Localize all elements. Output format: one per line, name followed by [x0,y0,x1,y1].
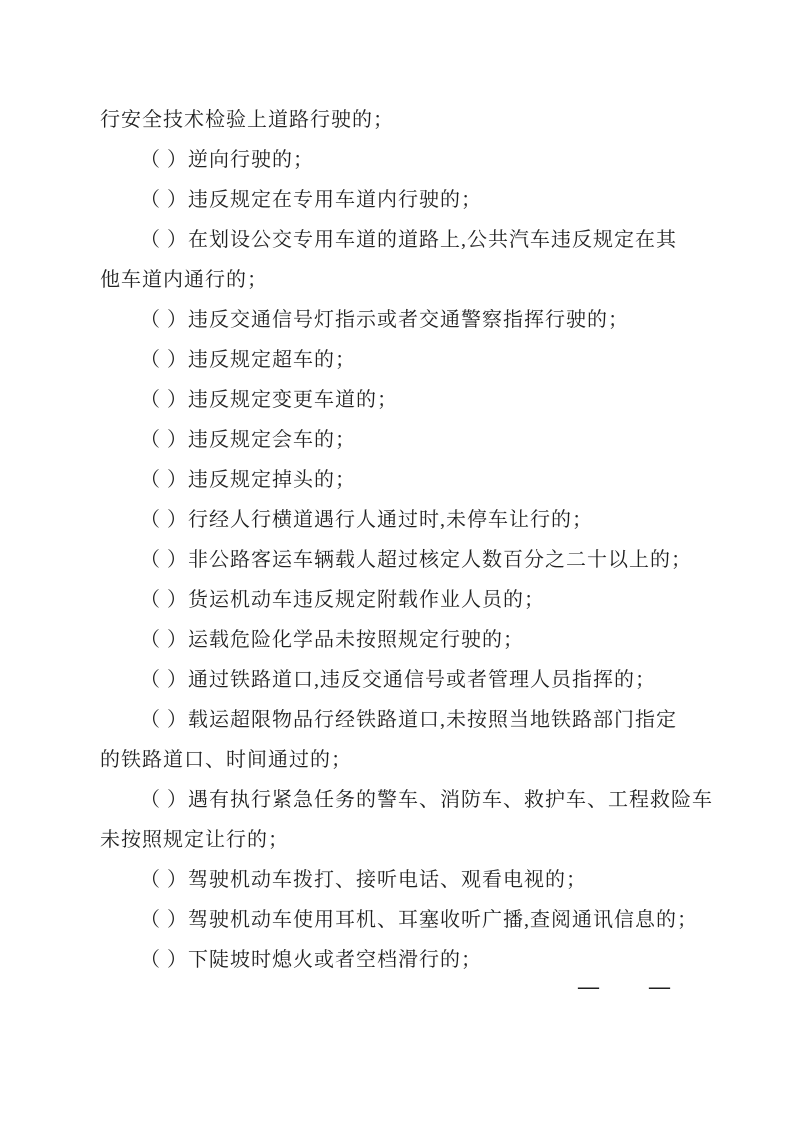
document-line: （ ）非公路客运车辆载人超过核定人数百分之二十以上的； [140,549,692,571]
document-line: 未按照规定让行的； [100,829,289,851]
document-line: （ ）运载危险化学品未按照规定行驶的； [140,629,524,651]
document-line: （ ）驾驶机动车拨打、接听电话、观看电视的； [140,869,587,891]
document-line: （ ）违反规定掉头的； [140,469,356,491]
document-line: （ ）驾驶机动车使用耳机、耳塞收听广播,查阅通讯信息的； [140,909,698,931]
document-line: （ ）通过铁路道口,违反交通信号或者管理人员指挥的； [140,669,656,691]
footer-dash-left: — [578,974,599,998]
document-line: （ ）在划设公交专用车道的道路上,公共汽车违反规定在其 [140,229,677,251]
document-line: （ ）违反规定在专用车道内行驶的； [140,189,482,211]
document-line: （ ）货运机动车违反规定附载作业人员的； [140,589,545,611]
document-line: 的铁路道口、时间通过的； [100,749,352,771]
document-line: （ ）行经人行横道遇行人通过时,未停车让行的； [140,509,593,531]
document-line: 行安全技术检验上道路行驶的； [100,109,394,131]
document-line: （ ）载运超限物品行经铁路道口,未按照当地铁路部门指定 [140,709,677,731]
document-line: （ ）下陡坡时熄火或者空档滑行的； [140,949,482,971]
document-line: 他车道内通行的； [100,269,268,291]
page-footer [578,974,670,998]
document-line: （ ）遇有执行紧急任务的警车、消防车、救护车、工程救险车 [140,789,713,811]
document-line: （ ）违反交通信号灯指示或者交通警察指挥行驶的； [140,309,629,331]
document-body [100,100,715,980]
footer-dash-right: — [649,974,670,998]
document-line: （ ）逆向行驶的； [140,149,314,171]
document-line: （ ）违反规定变更车道的； [140,389,398,411]
document-line: （ ）违反规定会车的； [140,429,356,451]
document-line: （ ）违反规定超车的； [140,349,356,371]
